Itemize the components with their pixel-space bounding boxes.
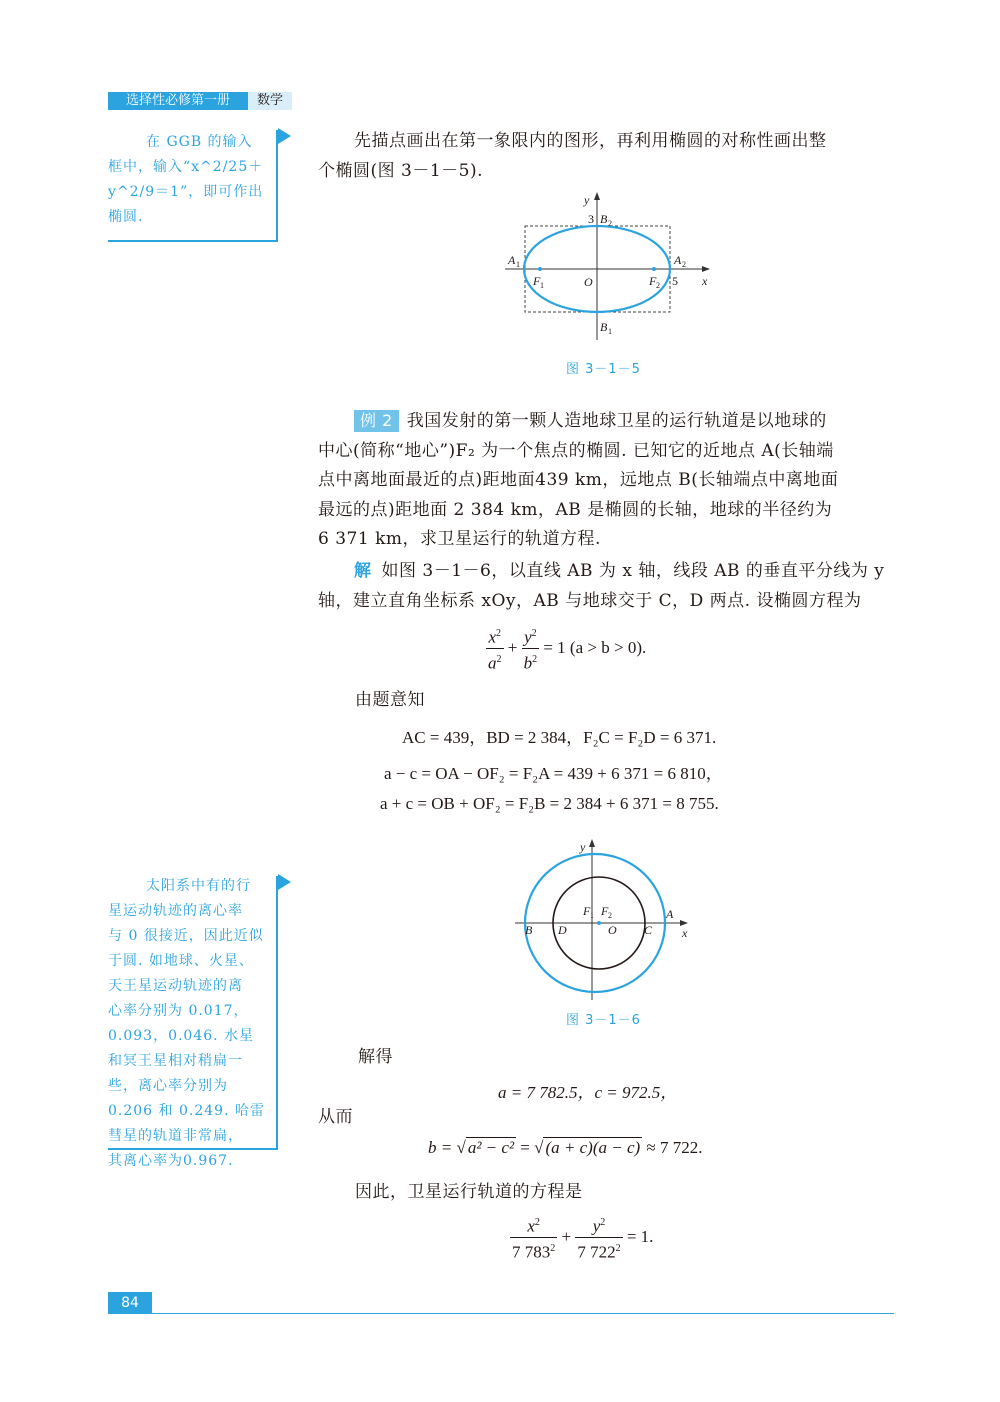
note-line: 其离心率为0.967. [108, 1153, 234, 1169]
text-line: 中心(简称“地心”)F₂ 为一个焦点的椭圆. 已知它的近地点 A(长轴端 [318, 440, 834, 461]
note-line: 心率分别为 0.017， [108, 1003, 249, 1019]
note-line: 在 GGB 的输入 [146, 134, 253, 150]
plus-sign: + [561, 1227, 572, 1247]
equation-rest: = 1. [626, 1227, 654, 1247]
point-label-sub: 2 [608, 911, 612, 920]
focus-point [652, 267, 656, 271]
equation-a-minus-c: a − c = OA − OF₂ = F₂A = 439 + 6 371 = 6 810， [384, 764, 723, 783]
thus-text: 从而 [318, 1107, 353, 1127]
example-label: 例 2 [354, 410, 399, 432]
note-line: 太阳系中有的行 [146, 878, 251, 894]
focus-point [597, 921, 601, 925]
note-line: 和冥王星相对稍扁一 [108, 1053, 243, 1069]
point-label-b1: B [600, 320, 608, 334]
point-label-sub: 1 [608, 327, 612, 336]
point-label-a1: A [508, 253, 516, 267]
point-label-sub: 2 [608, 219, 612, 228]
fraction: $\frac{y^2}{7 722^2}$ [575, 1213, 622, 1263]
point-label-sub: 1 [540, 281, 544, 290]
point-label-d: D [558, 923, 567, 937]
note-line: 与 0 很接近，因此近似 [108, 928, 264, 944]
tick-label-3: 3 [588, 212, 594, 226]
note-line: 0.093，0.046. 水星 [108, 1028, 255, 1044]
final-equation [510, 1213, 653, 1263]
point-label-f1: F [583, 904, 591, 918]
note-line: 于圆. 如地球、火星、 [108, 953, 254, 969]
side-note-ggb [108, 130, 268, 230]
text-line: 我国发射的第一颗人造地球卫星的运行轨道是以地球的 [406, 411, 827, 431]
point-label-f2: F [601, 904, 609, 918]
text-line: 轴，建立直角坐标系 xOy，AB 与地球交于 C，D 两点. 设椭圆方程为 [318, 590, 862, 611]
equation-rest: = 1 (a > b > 0). [543, 638, 647, 658]
solution-paragraph [318, 557, 898, 616]
point-label-b2: B [600, 212, 608, 226]
tick-label-5: 5 [672, 274, 678, 288]
equation-a-plus-c: a + c = OB + OF₂ = F₂B = 2 384 + 6 371 = 8 755. [380, 794, 719, 813]
equation-a-c-values: a = 7 782.5，c = 972.5， [498, 1083, 678, 1102]
intro-paragraph [318, 127, 898, 186]
point-label-b: B [525, 923, 533, 937]
side-note-eccentricity [108, 874, 268, 1174]
figure-caption: 图 3－1－6 [566, 1013, 641, 1028]
point-label-f1: F [533, 274, 541, 288]
y-axis-arrow-icon [589, 839, 595, 847]
point-label-sub: 1 [516, 260, 520, 269]
point-label-sub: 2 [656, 281, 660, 290]
point-label-sub: 2 [682, 260, 686, 269]
note-line: 星运动轨迹的离心率 [108, 903, 243, 919]
page-number: 84 [108, 1292, 152, 1314]
origin-label: O [608, 923, 617, 937]
point-label-c: C [644, 923, 653, 937]
point-label-sub: 1 [590, 911, 594, 920]
figure-earth-orbit [510, 835, 700, 1005]
equation-b: b = √ a² − c² = √ (a + c)(a − c) ≈ 7 722. [428, 1138, 703, 1157]
given-text: 由题意知 [355, 690, 425, 710]
text-line: 6 371 km，求卫星运行的轨道方程. [318, 529, 601, 549]
solve-text: 解得 [358, 1047, 393, 1067]
text-line: 先描点画出在第一象限内的图形，再利用椭圆的对称性画出整 [354, 131, 827, 151]
point-label-a2: A [674, 253, 682, 267]
equation-given: AC = 439，BD = 2 384，F₂C = F₂D = 6 371. [402, 728, 717, 747]
note-line: 彗星的轨道非常扁， [108, 1128, 243, 1144]
text-line: 最远的点)距地面 2 384 km，AB 是椭圆的长轴，地球的半径约为 [318, 499, 833, 520]
plus-sign: + [507, 638, 518, 658]
note-line: 框中，输入“x^2/25＋ [108, 159, 264, 175]
figure-ellipse [500, 190, 720, 350]
fraction: $\frac{x^2}{a^2}$ [486, 624, 504, 674]
text-line: 个椭圆(图 3－1－5). [318, 160, 484, 181]
flag-icon [278, 874, 291, 890]
footer-divider [152, 1313, 894, 1314]
text-line: 点中离地面最近的点)距地面439 km，远地点 B(长轴端点中离地面 [318, 470, 839, 490]
figure-caption: 图 3－1－5 [566, 362, 641, 377]
sqrt-expression: a² − c² [467, 1138, 515, 1157]
y-label: y [580, 840, 586, 854]
ellipse-equation [486, 624, 646, 674]
point-label-a: A [666, 907, 674, 921]
origin-label: O [584, 275, 593, 289]
sqrt-expression: (a + c)(a − c) [545, 1138, 641, 1157]
fraction: $\frac{x^2}{7 783^2}$ [510, 1213, 557, 1263]
note-line: 椭圆. [108, 209, 144, 225]
text-line: 如图 3－1－6，以直线 AB 为 x 轴，线段 AB 的垂直平分线为 y [381, 561, 885, 581]
y-axis-arrow-icon [594, 192, 600, 200]
focus-point [538, 267, 542, 271]
x-label: x [702, 274, 708, 288]
x-label: x [682, 926, 688, 940]
flag-icon [278, 128, 291, 144]
note-line: 天王星运动轨迹的离 [108, 978, 243, 994]
fraction: $\frac{y^2}{b^2}$ [522, 624, 540, 674]
point-label-f2: F [649, 274, 657, 288]
y-label: y [584, 193, 590, 207]
note-line: y^2/9＝1”，即可作出 [108, 184, 264, 200]
note-line: 0.206 和 0.249. 哈雷 [108, 1103, 265, 1119]
x-axis-arrow-icon [702, 266, 710, 272]
conclusion-text: 因此，卫星运行轨道的方程是 [355, 1182, 583, 1202]
book-title-tab: 选择性必修第一册 [108, 92, 248, 110]
subject-tab: 数学 [248, 92, 292, 110]
example-2 [318, 407, 898, 555]
solution-label: 解 [354, 561, 372, 581]
note-line: 些，离心率分别为 [108, 1078, 228, 1094]
